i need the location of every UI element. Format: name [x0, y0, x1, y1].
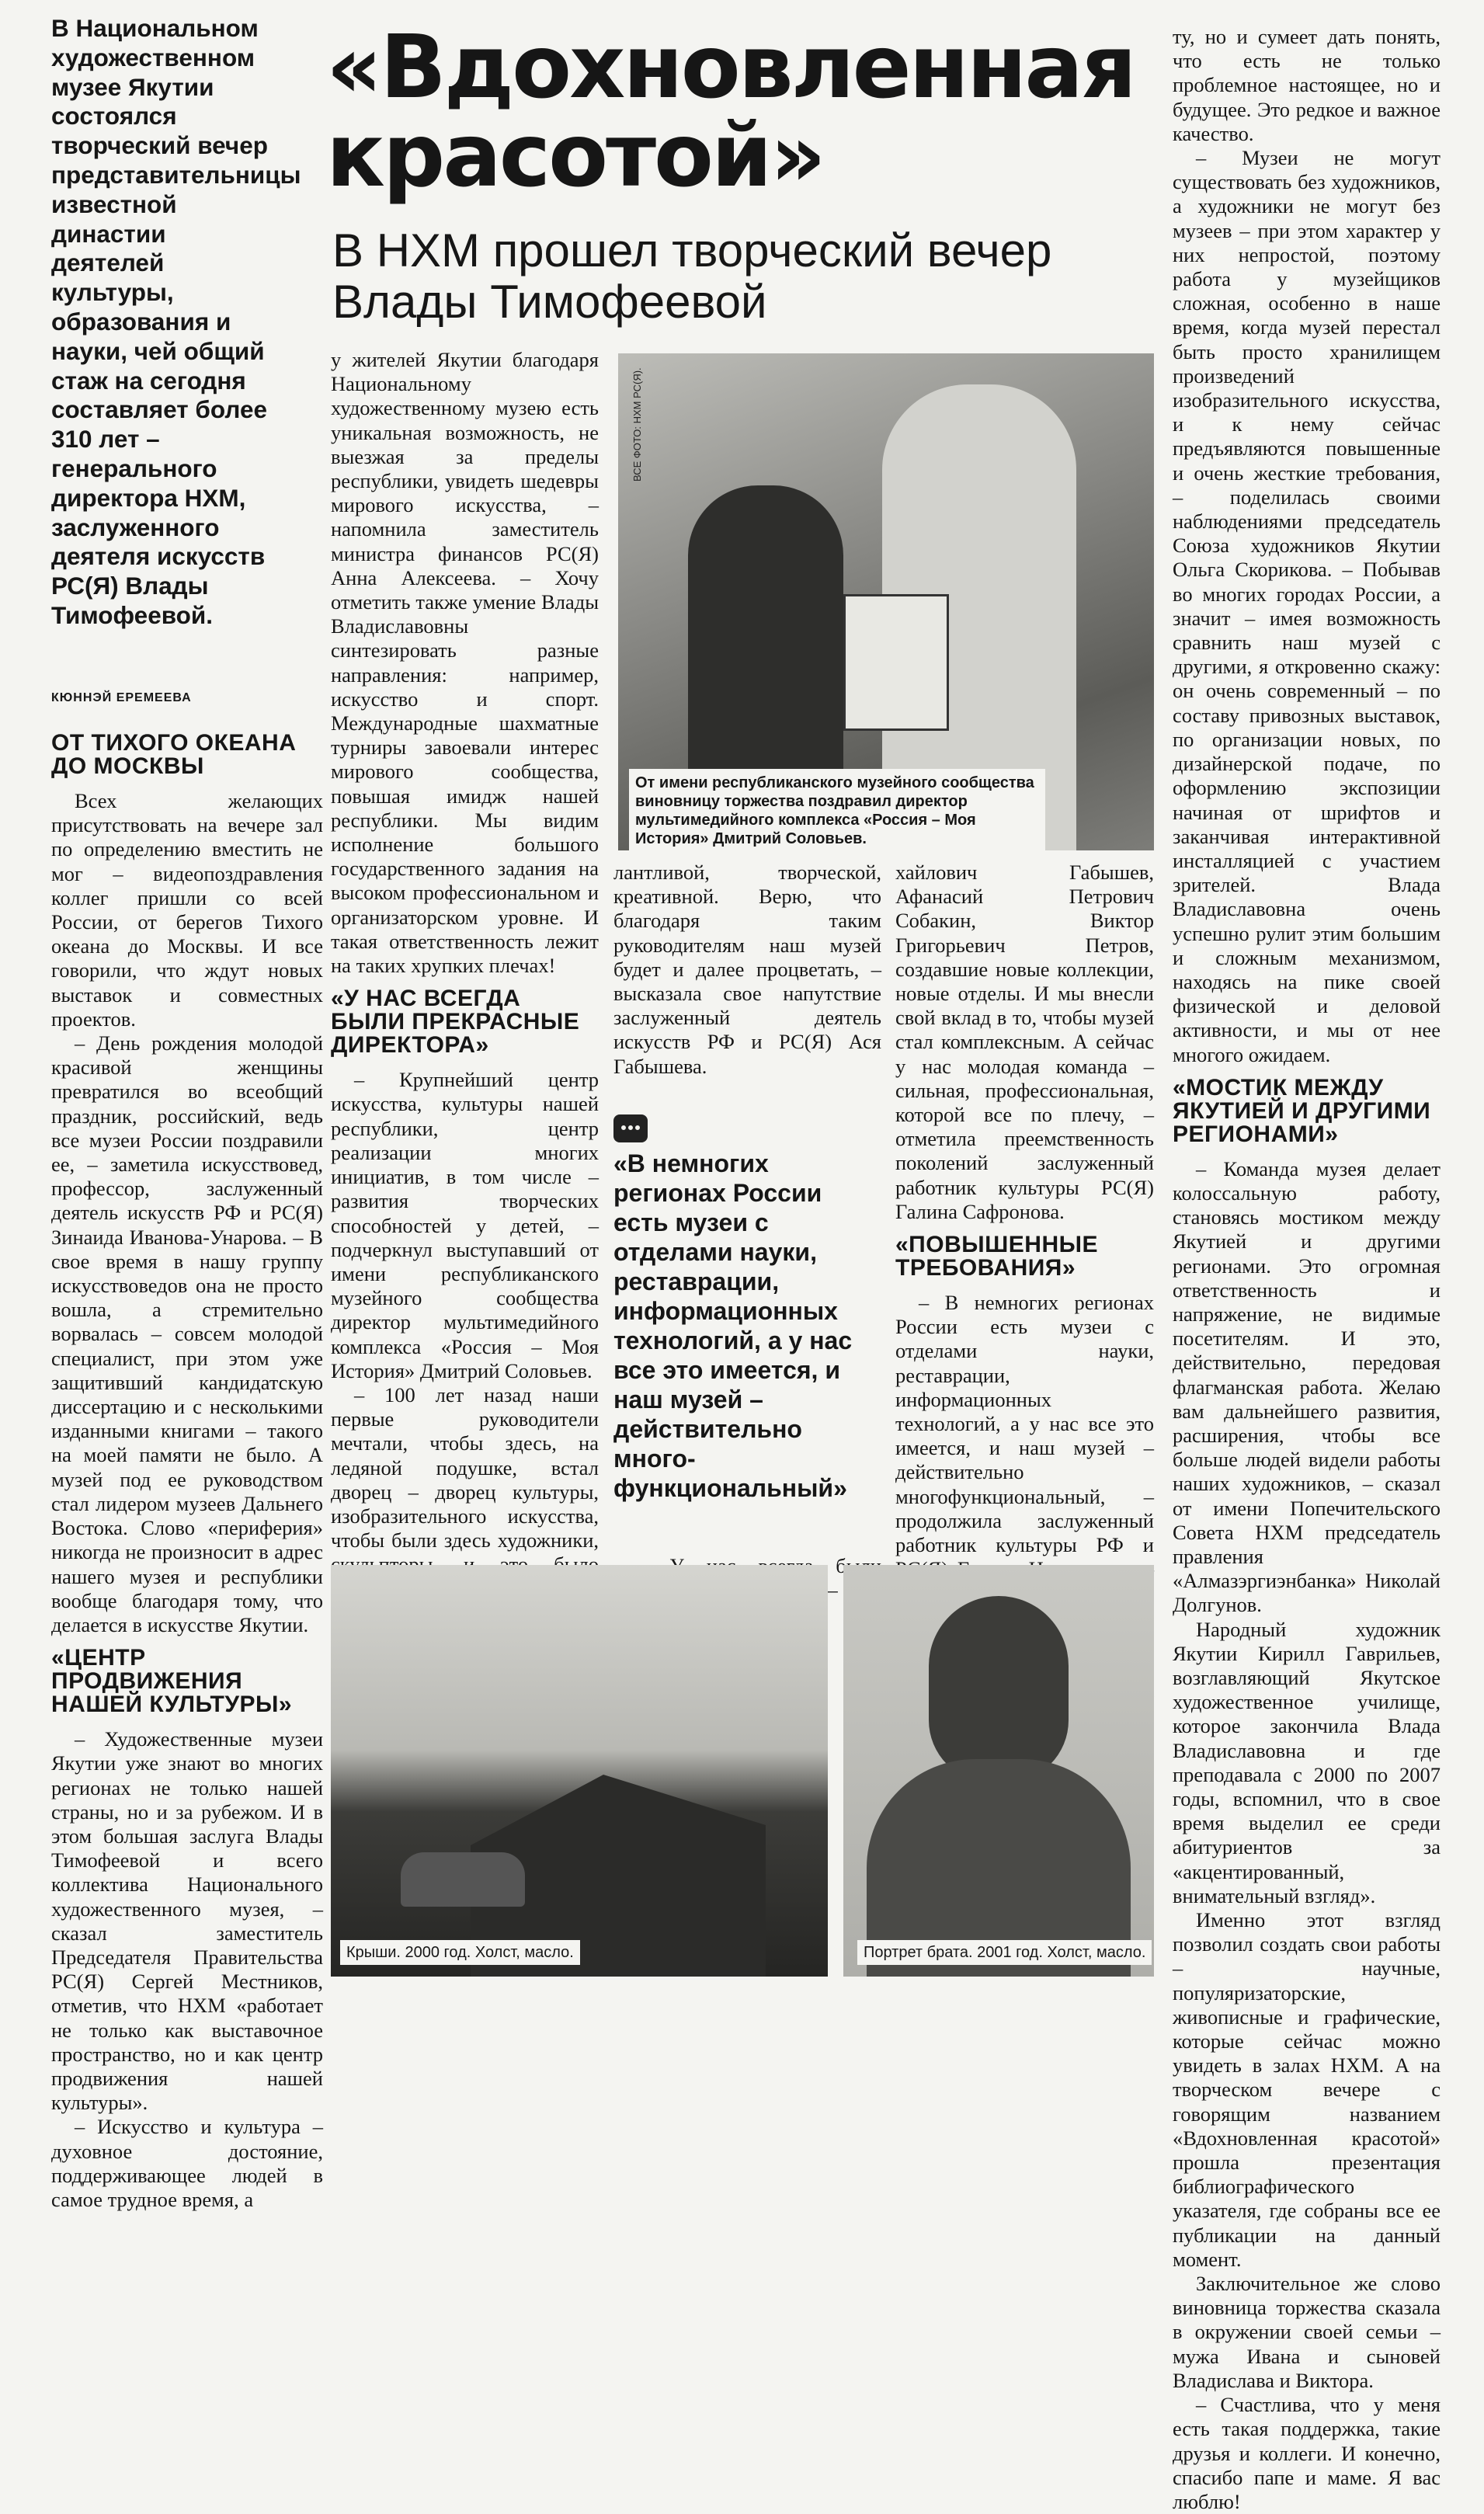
subheading-requirements: «ПОВЫШЕННЫЕ ТРЕБОВАНИЯ» — [895, 1232, 1098, 1281]
photo-certificate — [843, 594, 949, 731]
col3-paragraph-1: лантливой, творческой, креативной. Верю, что благодаря таким руководителям наш музей будет и далее процветать, – высказала свое напутствие заслуженный деятель искусств РФ и РС(Я) Ася Габышева. — [613, 861, 881, 1078]
col5-paragraph-1: ту, но и сумеет дать понять, что есть не только проблемное настоящее, но и будущее. Это редкое и важное качество. — [1173, 25, 1441, 145]
col5-paragraph-3: – Команда музея делает колоссальную работу, становясь мостиком между Якутией и другими регионами. Это огромная ответственность и напряжение, не видимые посетителям. И это, действительно, передовая флагманская работа. Желаю вам дальнейшего развития, расширения, чтобы все больше людей видели работы наших художников, – сказал от имени Попечительского Совета НХМ председатель правления «Алмазэргиэнбанка» Николай Долгунов. — [1173, 1156, 1441, 1617]
col4-paragraph-1: хайлович Габышев, Афанасий Петрович Собакин, Виктор Григорьевич Петров, создавшие новые коллекции, новые отделы. И мы внесли свой вклад в то, чтобы музей стал комплексным. А сейчас у нас молодая команда – сильная, профессиональная, которой все по плечу, – отметила преемственность поколений заслуженный работник культуры РС(Я) Галина Сафронова. — [895, 861, 1154, 1223]
byline: КЮННЭЙ ЕРЕМЕЕВА — [51, 690, 192, 704]
lead-paragraph: В Национальном художественном музее Якутии состоялся творческий вечер представительницы известной династии деятелей культуры, образования и науки, чей общий стаж на сегодня составляет более 310 лет – генерального директора НХМ, заслуженного деятеля искусств РС(Я) Влады Тимофеевой. — [51, 14, 301, 629]
col5-paragraph-7: – Счастлива, что у меня есть такая поддержка, такие друзья и коллеги. И конечно, спасибо папе и маме. Я вас люблю! — [1173, 2393, 1441, 2513]
subheading-directors: «У НАС ВСЕГДА БЫЛИ ПРЕКРАСНЫЕ ДИРЕКТОРА» — [331, 986, 580, 1059]
col5-paragraph-2: – Музеи не могут существовать без художников, а художники не могут без музеев – при этом характер у них непростой, поэтому работа у музейщиков сложная, особенно в наше время, когда музей перестал быть просто хранилищем произведений изобразительного искусства, и к нему сейчас предъявляются повышенные и очень жесткие требования, – поделилась своими наблюдениями председатель Союза художников Якутии Ольга Скорикова. – Побывав во многих городах России, а значит – имея возможность сравнить наш музей с другими, я откровенно скажу: он очень современный – по составу привозных выставок, по организации новых, по дизайнерской подаче, по оформлению экспозиции начиная от шрифтов и заканчивая интерактивной инсталляцией с участием зрителей. Влада Владиславовна очень успешно рулит этим большим и сложным механизмом, находясь на пике своей физической и деловой активности, и мы от нее многого ожидаем. — [1173, 146, 1441, 1066]
painting-roofs-figures — [401, 1852, 525, 1907]
subheading-pacific: ОТ ТИХОГО ОКЕАНА ДО МОСКВЫ — [51, 730, 297, 779]
painting-portrait-face — [929, 1596, 1069, 1782]
col5-paragraph-4: Народный художник Якутии Кирилл Гаврильев, возглавляющий Якутское художественное училище, которое закончила Влада Владиславовна и где преподавала с 2000 по 2007 годы, вспомнил, что в свое время выделил ее среди абитуриентов за «акцентированный, внимательный взгляд». — [1173, 1617, 1441, 1907]
painting-portrait-caption: Портрет брата. 2001 год. Холст, масло. — [857, 1940, 1152, 1965]
painting-portrait — [843, 1565, 1154, 1977]
col4-paragraph-2: – В немногих регионах России есть музеи с отделами науки, реставрации, информационных технологий, а у нас все это имеется, и наш музей – действительно многофункциональный, – продолжила заслуженный работник культуры РФ и — [895, 1291, 1154, 1557]
pull-quote: «В немногих регионах России есть музеи с отделами науки, реставрации, информационных технологий, а у нас все это имеется, и наш музей – действительно много-функциональный» — [613, 1149, 853, 1502]
col2-paragraph-1: у жителей Якутии благодаря Национальному художественному музею есть уникальная возможность, не выезжая за пределы республики, увидеть шедевры мирового искусства, – напомнила заместитель министра финансов РС(Я) Анна Алексеева. – Хочу отметить также умение Влады Владиславовны синтезировать разные направления: например, искусство и спорт. Международные шахматные турниры завоевали интерес мирового сообщества, повышая имидж нашей республики. Мы видим исполнение большого государственного задания на высоком профессиональном и организаторском уровне. И такая ответственность лежит на таких хрупких плечах! — [331, 348, 599, 978]
col3-paragraph-2: – — [827, 1578, 838, 1602]
subheadline: В НХМ прошел творческий вечер Влады Тимофеевой — [332, 224, 1052, 328]
photo-credit: ВСЕ ФОТО: НХМ РС(Я). — [631, 367, 643, 482]
painting-roofs — [331, 1565, 828, 1977]
lead-column — [51, 14, 301, 705]
column-3 — [613, 861, 881, 1626]
subheading-bridge: «МОСТИК МЕЖДУ ЯКУТИЕЙ И ДРУГИМИ РЕГИОНАМИ» — [1173, 1074, 1431, 1147]
col5-paragraph-6: Заключительное же слово виновница торжества сказала в окружении своей семьи – мужа Ивана и сыновей Владислава и Виктора. — [1173, 2272, 1441, 2392]
quote-icon — [613, 1114, 648, 1142]
headline: «Вдохновленная красотой» — [326, 17, 1135, 207]
col2-paragraph-3: – 100 лет назад наши первые руководители мечтали, чтобы здесь, на ледяной подушке, встал дворец – дворец культуры, изобразительного искусства, чтобы были здесь художники, — [331, 1382, 599, 1553]
column-5 — [1173, 25, 1441, 2514]
col5-paragraph-5: Именно этот взгляд позволил создать свои работы – научные, популяризаторские, живописные и графические, которые сейчас можно увидеть в залах НХМ. А на творческом вечере с говорящим названием «Вдохновленная красотой» прошла презентация библиографического указателя, где собраны все ее публикации на данный момент. — [1173, 1908, 1441, 2271]
col2-paragraph-2: – Крупнейший центр искусства, культуры нашей республики, центр реализации многих инициатив, в том числе – развития творческих способностей у детей, – подчеркнул выступавший от имени республиканского музейного сообщества директор мультимедийного комплекса «Россия – Моя История» Дмитрий Соловьев. — [331, 1068, 599, 1382]
painting-roofs-caption: Крыши. 2000 год. Холст, масло. — [340, 1940, 580, 1965]
col1-paragraph-2: – День рождения молодой красивой женщины превратился во всеобщий праздник, российский, ведь все музеи России поздравили ее, – заметила искусствовед, профессор, заслуженный деятель искусств РФ и РС(Я) Зинаида Иванова-Унарова. – В свое время в нашу группу искусствоведов она не просто вошла, а стремительно ворвалась – совсем молодой специалист, при этом уже защитивший кандидатскую диссертацию и с несколькими изданными книгами – такого на моей памяти не было. А музей под ее руководством стал лидером музеев Дальнего Востока. Слово «периферия» никогда не произносит в адрес нашего музея и республики вообще благодаря тому, что делается в искусстве Якутии. — [51, 1031, 323, 1636]
column-1 — [51, 722, 323, 2212]
col1-paragraph-3: – Художественные музеи Якутии уже знают во многих регионах не только нашей страны, но и за рубежом. И в этом большая заслуга Влады Тимофеевой и всего коллектива Национального художественного музея, – сказал заместитель Председателя Правительства РС(Я) Сергей Местников, отметив, что НХМ «работает не только как выставочное пространство, но и как центр продвижения нашей культуры». — [51, 1727, 323, 2115]
photo-caption: От имени республиканского музейного сообщества виновницу торжества поздравил директор мультимедийного комплекса «Россия – Моя История» Дмитрий Соловьев. — [629, 769, 1045, 853]
subheading-center: «ЦЕНТР ПРОДВИЖЕНИЯ НАШЕЙ КУЛЬТУРЫ» — [51, 1645, 293, 1718]
col1-paragraph-4: – Искусство и культура – духовное достояние, поддерживающее людей в самое трудное время, а — [51, 2115, 323, 2211]
col1-paragraph-1: Всех желающих присутствовать на вечере зал по определению вместить не мог – видеопоздравления коллег пришли со всей России, от берегов Тихого океана до Москвы. И все говорили, что ждут новых выставок и совместных проектов. — [51, 789, 323, 1031]
